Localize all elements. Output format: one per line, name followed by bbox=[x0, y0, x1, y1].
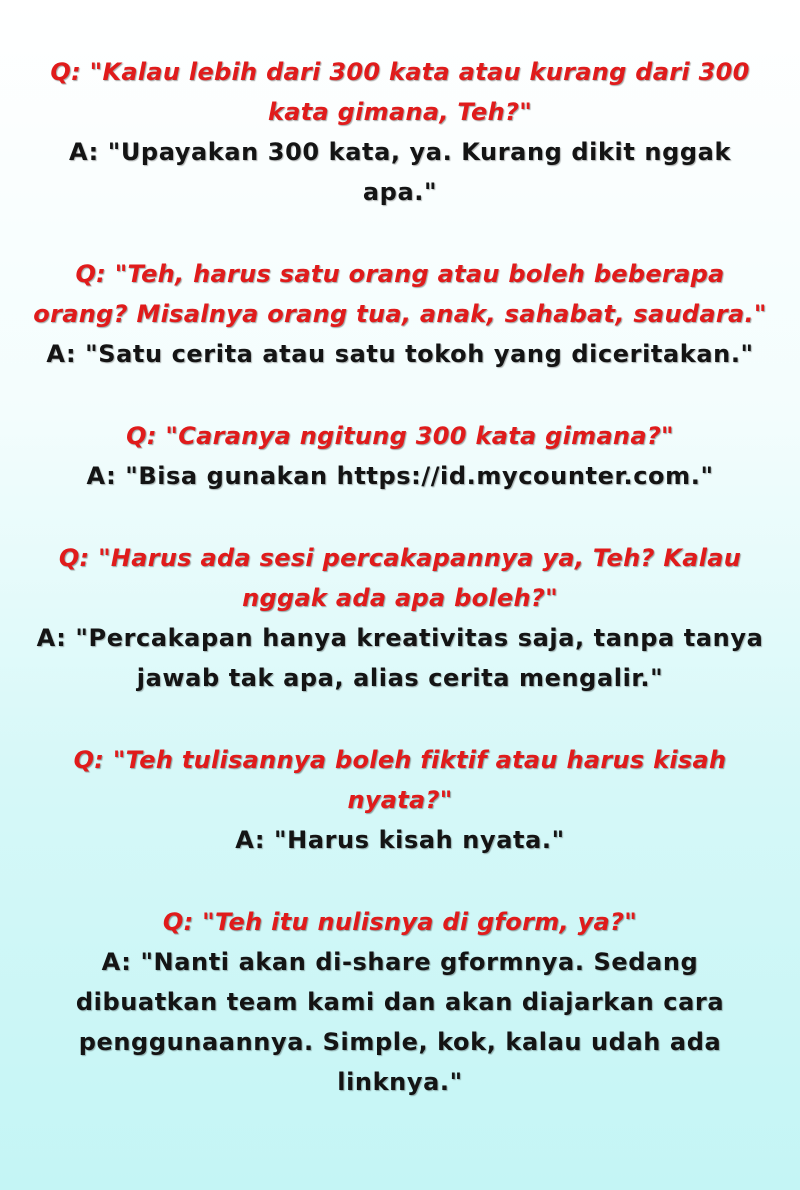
faq-item bbox=[30, 52, 770, 212]
faq-question: Q: "Harus ada sesi percakapannya ya, Teh? Kalau nggak ada apa boleh?" bbox=[58, 544, 742, 612]
faq-item bbox=[30, 902, 770, 1102]
faq-item bbox=[30, 416, 770, 496]
faq-answer: A: "Percakapan hanya kreativitas saja, tanpa tanya jawab tak apa, alias cerita mengalir." bbox=[36, 624, 764, 692]
faq-question: Q: "Teh, harus satu orang atau boleh beberapa orang? Misalnya orang tua, anak, sahabat, saudara." bbox=[33, 260, 767, 328]
faq-answer: A: "Satu cerita atau satu tokoh yang diceritakan." bbox=[46, 340, 754, 368]
faq-item bbox=[30, 740, 770, 860]
faq-item bbox=[30, 254, 770, 374]
faq-answer: A: "Nanti akan di-share gformnya. Sedang dibuatkan team kami dan akan diajarkan cara penggunaannya. Simple, kok, kalau udah ada linknya." bbox=[75, 948, 725, 1096]
faq-question: Q: "Caranya ngitung 300 kata gimana?" bbox=[126, 422, 674, 450]
faq-item bbox=[30, 538, 770, 698]
faq-question: Q: "Teh tulisannya boleh fiktif atau harus kisah nyata?" bbox=[73, 746, 727, 814]
faq-question: Q: "Kalau lebih dari 300 kata atau kurang dari 300 kata gimana, Teh?" bbox=[50, 58, 750, 126]
faq-question: Q: "Teh itu nulisnya di gform, ya?" bbox=[162, 908, 638, 936]
faq-answer: A: "Harus kisah nyata." bbox=[235, 826, 565, 854]
faq-answer: A: "Bisa gunakan https://id.mycounter.com." bbox=[86, 462, 714, 490]
faq-answer: A: "Upayakan 300 kata, ya. Kurang dikit nggak apa." bbox=[68, 138, 732, 206]
